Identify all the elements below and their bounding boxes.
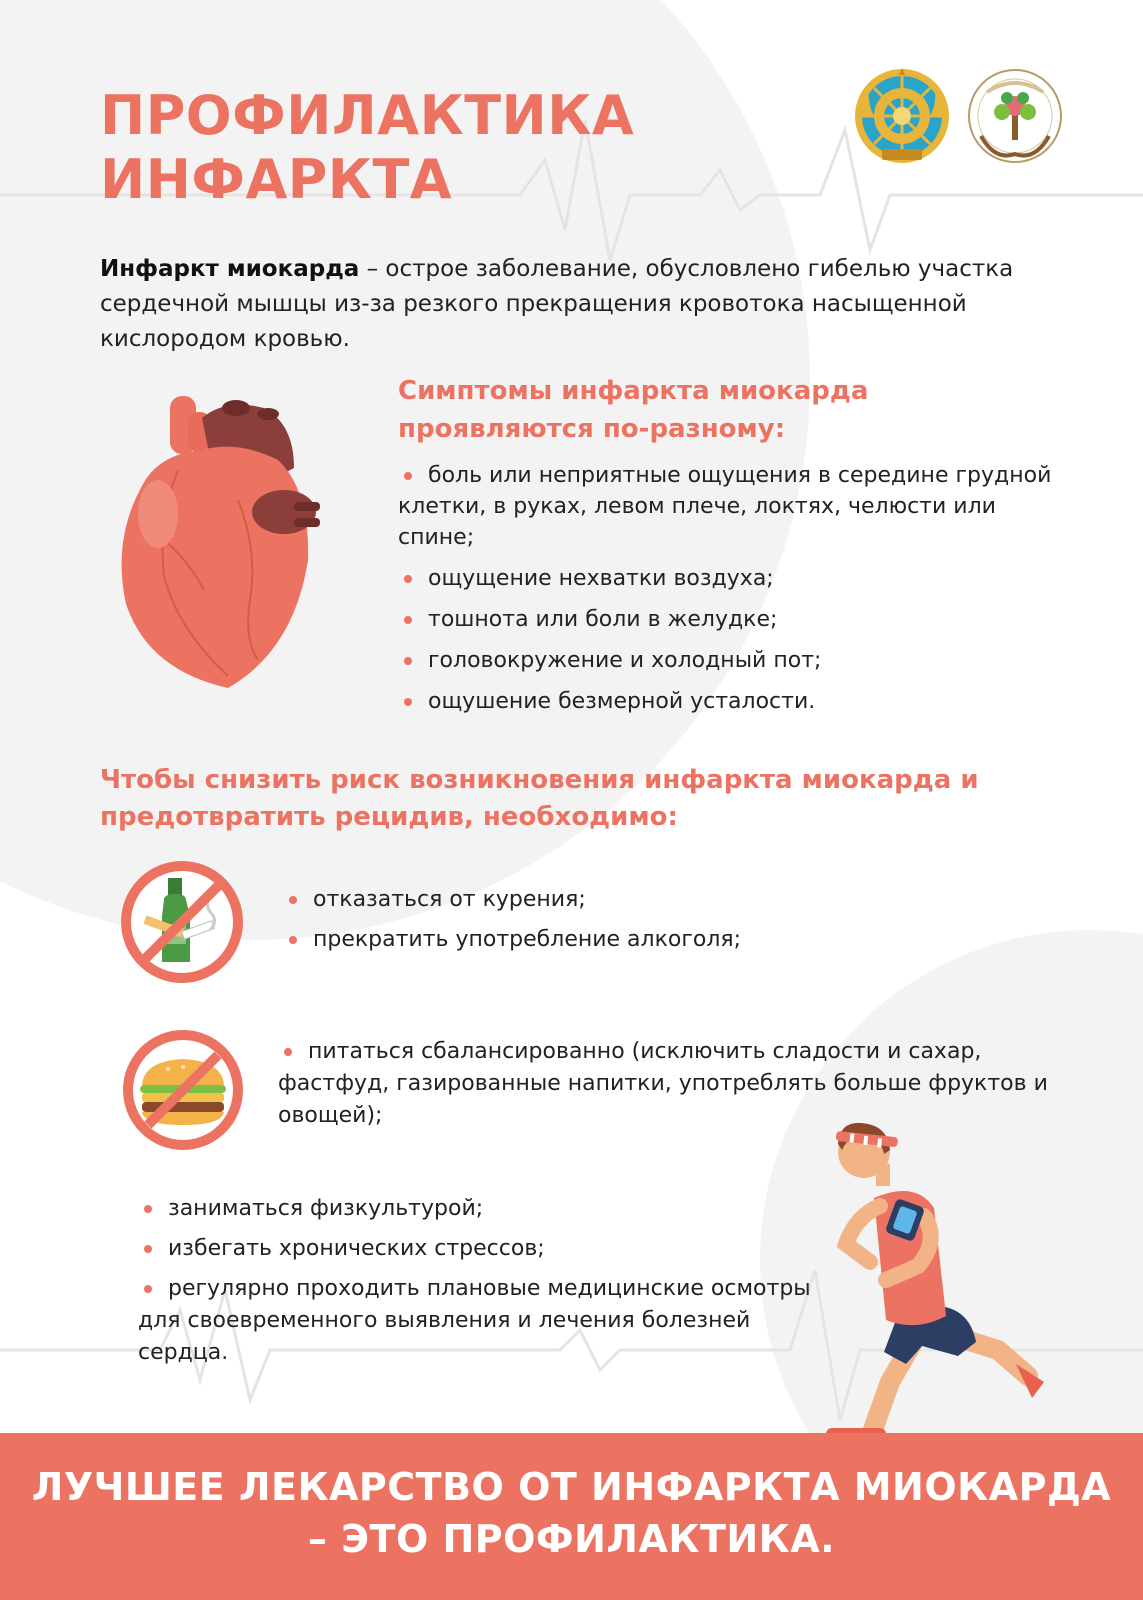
list-item: ощущение нехватки воздуха; [398,563,1058,594]
title-line-2: ИНФАРКТА [100,148,453,211]
list-item: ощушение безмерной усталости. [398,686,1058,717]
footer-line-2: – ЭТО ПРОФИЛАКТИКА. [307,1517,836,1561]
prevention-list-habits [283,884,1003,964]
no-smoking-no-alcohol-icon [118,858,246,986]
tree-organization-logo-icon [965,66,1065,166]
list-item: прекратить употребление алкоголя; [283,924,1003,955]
prevention-heading: Чтобы снизить риск возникновения инфаркта миокарда и предотвратить рецидив, необходимо: [100,765,979,832]
list-item: головокружение и холодный пот; [398,645,1058,676]
kazakhstan-state-emblem-icon [852,66,952,166]
symptom-list [398,460,1058,727]
intro-term: Инфаркт миокарда [100,256,360,282]
list-item: заниматься физкультурой; [138,1193,818,1225]
prevention-list-activity [138,1193,818,1377]
page-title [100,84,634,212]
runner-icon [820,1120,1070,1450]
list-item: боль или неприятные ощущения в середине грудной клетки, в руках, левом плече, локтях, челюсти или спине; [398,460,1058,553]
prevention-list-food [278,1036,1078,1132]
title-line-1: ПРОФИЛАКТИКА [100,84,635,147]
list-item: тошнота или боли в желудке; [398,604,1058,635]
footer-slogan [0,1433,1143,1565]
footer-banner [0,1433,1143,1600]
footer-line-1: ЛУЧШЕЕ ЛЕКАРСТВО ОТ ИНФАРКТА МИОКАРДА [31,1465,1112,1509]
list-item: избегать хронических стрессов; [138,1233,818,1265]
list-item: регулярно проходить плановые медицинские осмотры для своевременного выявления и лечения болезней сердца. [138,1273,818,1369]
list-item: отказаться от курения; [283,884,1003,915]
symptoms-heading: Симптомы инфаркта миокарда проявляются по-разному: [398,376,869,444]
list-item: питаться сбалансированно (исключить сладости и сахар, фастфуд, газированные напитки, употреблять больше фруктов и овощей); [278,1036,1078,1132]
heart-icon [118,390,328,700]
intro-paragraph [100,252,1030,357]
no-fastfood-icon [120,1027,246,1153]
intro-definition: – острое заболевание, обусловлено гибелью участка сердечной мышцы из-за резкого прекращения кровотока насыщенной кислородом кровью. [100,256,1014,352]
